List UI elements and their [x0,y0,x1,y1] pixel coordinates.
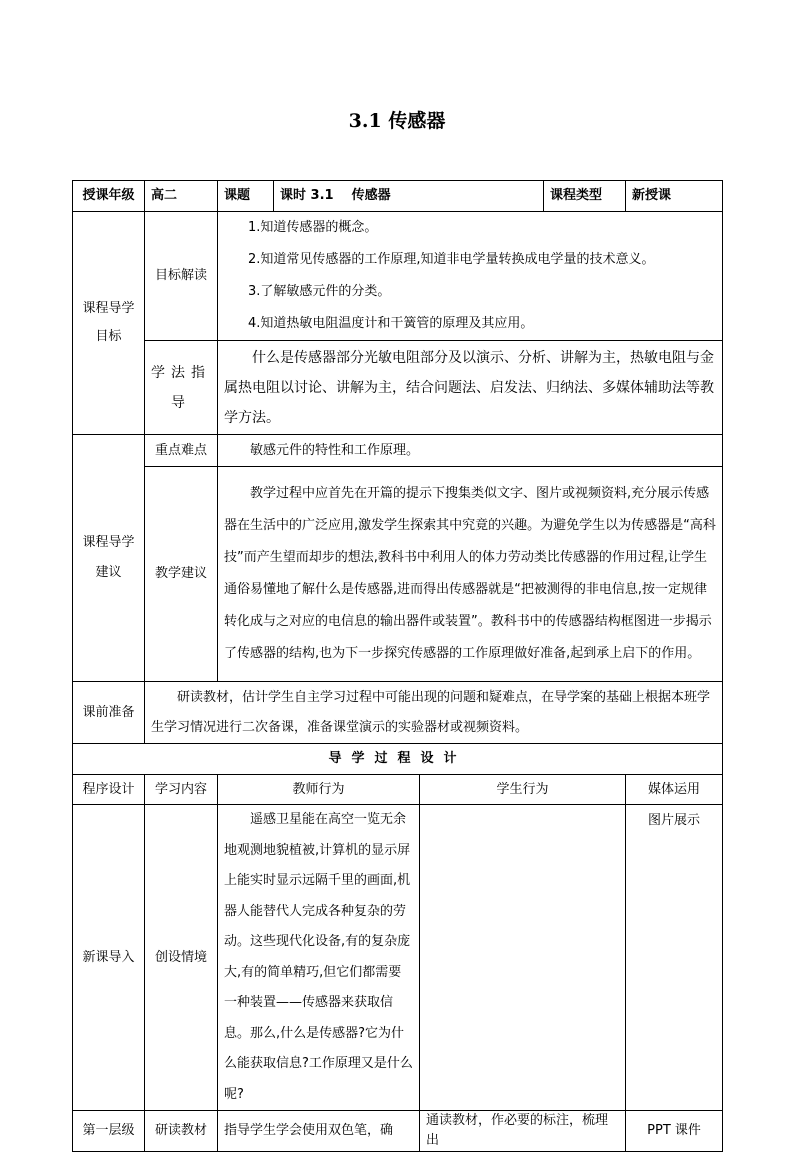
guide-title: 导学过程设计 [73,744,723,775]
teach-text: 教学过程中应首先在开篇的提示下搜集类似文字、图片或视频资料,充分展示传感器在生活中的广泛应用,激发学生探索其中究竟的兴趣。为避免学生以为传感器是“高科技”而产生望而却步的想法,教科书中利用人的体力劳动类比传感器的作用过程,让学生通俗易懂地了解什么是传感器,进而得出传感器就是“把被测得的非电信息,按一定规律转化成与之对应的电信息的输出器件或装置”。教科书中的传感器结构框图进一步揭示了传感器的结构,也为下一步探究传感器的工作原理做好准备,起到承上启下的作用。 [218,467,723,682]
media-cell: PPT 课件 [626,1111,723,1152]
page-title: 3.1 传感器 [348,110,446,132]
prep-text: 研读教材，估计学生自主学习过程中可能出现的问题和疑难点，在导学案的基础上根据本班学生学习情况进行二次备课，准备课堂演示的实验器材或视频资料。 [145,682,723,744]
lesson-name: 传感器 [351,188,391,203]
key-label: 重点难点 [145,435,218,467]
content-cell: 研读教材 [145,1111,218,1152]
media-cell: 图片展示 [626,805,723,1111]
objectives-list [218,212,723,341]
step-cell: 新课导入 [73,805,145,1111]
method-label: 学法指导 [145,341,218,435]
table-row [73,805,723,1111]
objectives-row [73,212,723,341]
topic-value [274,181,544,212]
objective-item: 1.知道传感器的概念。 [248,220,378,235]
topic-label: 课题 [218,181,274,212]
advice-label: 课程导学建议 [73,435,145,682]
content-cell: 创设情境 [145,805,218,1111]
guide-title-row [73,744,723,775]
guide-header-row [73,775,723,805]
teach-row [73,467,723,682]
grade-label: 授课年级 [73,181,145,212]
table-row [73,1111,723,1152]
col-step: 程序设计 [73,775,145,805]
prep-label: 课前准备 [73,682,145,744]
student-cell: 通读教材，作必要的标注，梳理出 [420,1111,626,1152]
objective-item: 4.知道热敏电阻温度计和干簧管的原理及其应用。 [248,316,534,331]
prep-row [73,682,723,744]
goals-label: 课程导学目标 [73,212,145,435]
teacher-cell: 指导学生学会使用双色笔，确 [218,1111,420,1152]
col-teacher: 教师行为 [218,775,420,805]
objective-item: 2.知道常见传感器的工作原理,知道非电学量转换成电学量的技术意义。 [248,252,655,267]
lesson-plan-table [72,180,723,1152]
step-cell: 第一层级 [73,1111,145,1152]
col-content: 学习内容 [145,775,218,805]
method-row [73,341,723,435]
key-text: 敏感元件的特性和工作原理。 [218,435,723,467]
key-row [73,435,723,467]
col-media: 媒体运用 [626,775,723,805]
lesson-number: 课时 3.1 [280,188,334,203]
teacher-cell: 遥感卫星能在高空一览无余地观测地貌植被,计算机的显示屏上能实时显示远隔千里的画面,机器人能替代人完成各种复杂的劳动。这些现代化设备,有的复杂庞大,有的简单精巧,但它们都需要一种装置——传感器来获取信息。那么,什么是传感器?它为什么能获取信息?工作原理又是什么呢? [218,805,420,1111]
header-row [73,181,723,212]
teach-label: 教学建议 [145,467,218,682]
type-value: 新授课 [626,181,723,212]
objectives-label: 目标解读 [145,212,218,341]
grade-value: 高二 [145,181,218,212]
col-student: 学生行为 [420,775,626,805]
type-label: 课程类型 [544,181,626,212]
objective-item: 3.了解敏感元件的分类。 [248,284,391,299]
student-cell [420,805,626,1111]
method-text: 什么是传感器部分光敏电阻部分及以演示、分析、讲解为主，热敏电阻与金属热电阻以讨论、讲解为主，结合问题法、启发法、归纳法、多媒体辅助法等教学方法。 [218,341,723,435]
